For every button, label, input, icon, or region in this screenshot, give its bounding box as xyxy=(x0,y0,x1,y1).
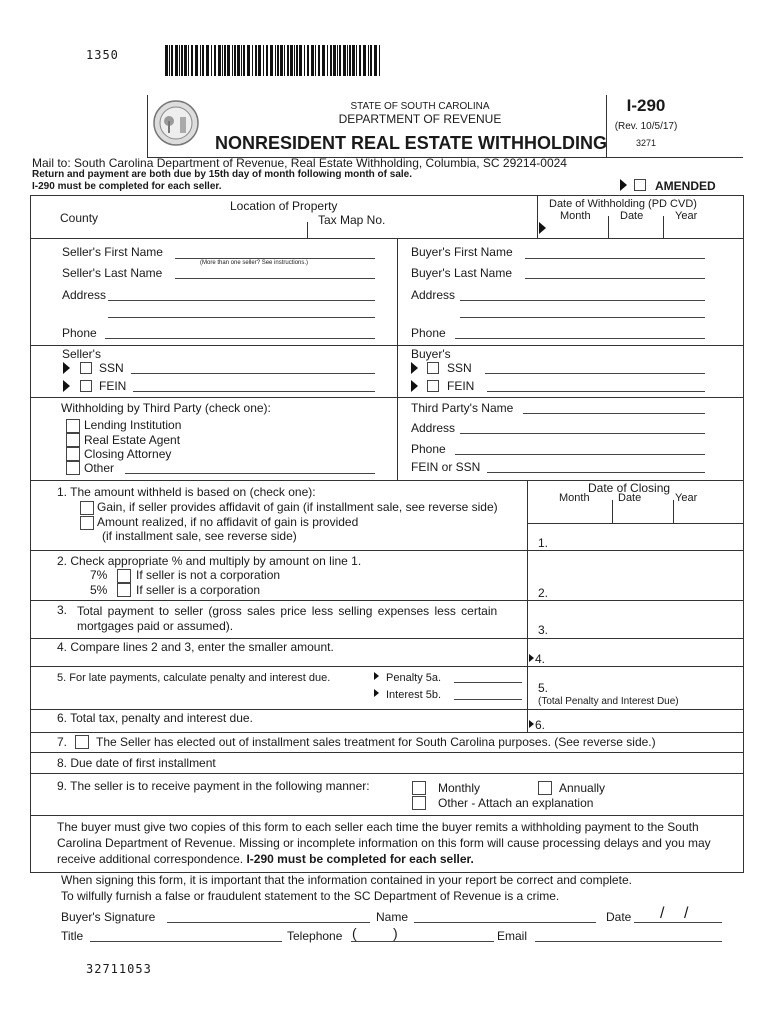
pct-5-checkbox[interactable] xyxy=(117,583,131,597)
tick xyxy=(663,216,664,238)
buyer-fein-checkbox[interactable] xyxy=(427,380,439,392)
closing-attorney-checkbox[interactable] xyxy=(66,447,80,461)
buyer-address-field-2[interactable] xyxy=(460,317,705,318)
line-5-label: 5. For late payments, calculate penalty and interest due. xyxy=(57,672,331,684)
lending-institution-label: Lending Institution xyxy=(84,418,182,432)
buyer-ssn-field[interactable] xyxy=(485,373,705,374)
divider xyxy=(30,666,743,667)
third-party-fein-ssn-label: FEIN or SSN xyxy=(411,460,481,474)
seller-address-field[interactable] xyxy=(108,300,375,301)
telephone-label: Telephone xyxy=(287,929,343,943)
divider xyxy=(30,732,743,733)
seller-ssn-field[interactable] xyxy=(131,373,375,374)
buyer-last-name-field[interactable] xyxy=(525,278,705,279)
pct-7-checkbox[interactable] xyxy=(117,569,131,583)
pct-7-label: 7% xyxy=(90,568,108,582)
tick xyxy=(608,216,609,238)
date-withholding-label: Date of Withholding (PD CVD) xyxy=(549,198,697,210)
line-3-amount[interactable]: 3. xyxy=(538,623,549,637)
department-name: DEPARTMENT OF REVENUE xyxy=(338,112,502,126)
other-payment-label: Other - Attach an explanation xyxy=(438,796,594,810)
signing-notice-1: When signing this form, it is important that the information contained in your report be correct and complete. xyxy=(61,873,632,887)
line-3-number: 3. xyxy=(57,603,68,617)
due-notice: Return and payment are both due by 15th day of month following month of sale. xyxy=(32,169,413,180)
divider xyxy=(30,345,743,346)
third-party-phone-label: Phone xyxy=(411,442,446,456)
line-5-amount[interactable]: 5. xyxy=(538,681,549,695)
line-7-number: 7. xyxy=(57,735,68,749)
line-4-label: 4. Compare lines 2 and 3, enter the smaller amount. xyxy=(57,640,334,654)
date-slash-1: / xyxy=(660,905,665,922)
monthly-checkbox[interactable] xyxy=(412,781,426,795)
signature-date-field[interactable] xyxy=(634,922,722,923)
seller-first-name-field[interactable] xyxy=(175,258,375,259)
line-2-label: 2. Check appropriate % and multiply by amount on line 1. xyxy=(57,554,362,568)
buyer-first-name-field[interactable] xyxy=(525,258,705,259)
arrow-icon xyxy=(529,654,534,662)
mail-to: Mail to: South Carolina Department of Revenue, Real Estate Withholding, Columbia, SC 29214-0024 xyxy=(32,156,567,170)
withholding-date[interactable]: Date xyxy=(620,210,644,222)
tick xyxy=(612,500,613,523)
date-of-closing-label: Date of Closing xyxy=(588,481,671,495)
closing-year[interactable]: Year xyxy=(675,492,698,504)
gain-checkbox[interactable] xyxy=(80,501,94,515)
amended-label: AMENDED xyxy=(655,179,716,193)
divider xyxy=(397,238,398,480)
buyer-first-name-label: Buyer's First Name xyxy=(411,245,513,259)
penalty-field[interactable] xyxy=(454,682,522,683)
installment-note: (if installment sale, see reverse side) xyxy=(102,529,297,543)
area-code-open: ( xyxy=(352,925,357,941)
title-field[interactable] xyxy=(90,941,282,942)
buyer-ssn-label: SSN xyxy=(447,361,472,375)
header-divider-left xyxy=(147,95,148,157)
amount-column-divider xyxy=(527,480,528,732)
state-name: STATE OF SOUTH CAROLINA xyxy=(350,101,490,112)
seller-ssn-label: SSN xyxy=(99,361,124,375)
amount-realized-checkbox[interactable] xyxy=(80,516,94,530)
closing-date[interactable]: Date xyxy=(618,492,642,504)
each-seller-notice: I-290 must be completed for each seller. xyxy=(32,181,222,192)
divider xyxy=(537,195,538,239)
third-party-address-label: Address xyxy=(411,421,456,435)
line-3-label-cont: mortgages paid or assumed). xyxy=(77,619,234,633)
buyer-phone-label: Phone xyxy=(411,326,446,340)
buyer-signature-label: Buyer's Signature xyxy=(61,910,156,924)
line-2-amount[interactable]: 2. xyxy=(538,586,549,600)
gain-label: Gain, if seller provides affidavit of gain (if installment sale, see reverse side) xyxy=(97,500,498,514)
arrow-icon xyxy=(529,720,534,728)
seller-phone-label: Phone xyxy=(62,326,97,340)
line-1-label: 1. The amount withheld is based on (check one): xyxy=(57,485,316,499)
real-estate-agent-label: Real Estate Agent xyxy=(84,433,181,447)
line-8-label: 8. Due date of first installment xyxy=(57,756,216,770)
divider xyxy=(30,638,743,639)
buyer-id-heading: Buyer's xyxy=(411,347,451,361)
tick xyxy=(307,222,308,238)
arrow-icon xyxy=(539,222,546,234)
buyer-address-field[interactable] xyxy=(460,300,705,301)
revision-date: (Rev. 10/5/17) xyxy=(614,121,678,132)
real-estate-agent-checkbox[interactable] xyxy=(66,433,80,447)
closing-attorney-label: Closing Attorney xyxy=(84,447,172,461)
buyer-ssn-checkbox[interactable] xyxy=(427,362,439,374)
annually-label: Annually xyxy=(559,781,606,795)
email-field[interactable] xyxy=(535,941,722,942)
seller-phone-field[interactable] xyxy=(105,338,375,339)
penalty-label: Penalty 5a. xyxy=(386,672,442,684)
arrow-icon xyxy=(63,380,70,392)
seller-last-name-field[interactable] xyxy=(175,278,375,279)
divider xyxy=(30,600,743,601)
location-label: Location of Property xyxy=(230,199,338,213)
buyer-notice xyxy=(57,819,737,867)
amended-checkbox[interactable] xyxy=(634,179,646,191)
buyer-phone-field[interactable] xyxy=(455,338,705,339)
monthly-label: Monthly xyxy=(438,781,481,795)
interest-label: Interest 5b. xyxy=(386,689,442,701)
email-label: Email xyxy=(497,929,528,943)
form-number: I-290 xyxy=(626,96,666,115)
date-label: Date xyxy=(606,910,632,924)
signing-notice-2: To wilfully furnish a false or fraudulent statement to the SC Department of Revenue is a crime. xyxy=(61,889,560,903)
tick xyxy=(673,500,674,523)
date-slash-2: / xyxy=(684,905,689,922)
divider xyxy=(30,815,743,816)
other-field[interactable] xyxy=(125,473,375,474)
third-party-name-field[interactable] xyxy=(523,413,705,414)
divider xyxy=(30,397,743,398)
elect-out-checkbox[interactable] xyxy=(75,735,89,749)
divider xyxy=(30,550,743,551)
seller-first-name-label: Seller's First Name xyxy=(62,245,163,259)
third-party-address-field[interactable] xyxy=(460,433,705,434)
other-payment-checkbox[interactable] xyxy=(412,796,426,810)
interest-field[interactable] xyxy=(454,699,522,700)
third-party-name-label: Third Party's Name xyxy=(411,401,514,415)
arrow-icon xyxy=(411,380,418,392)
divider xyxy=(30,773,743,774)
name-label: Name xyxy=(376,910,409,924)
third-party-phone-field[interactable] xyxy=(455,454,705,455)
corporation-label: If seller is a corporation xyxy=(136,583,261,597)
line-3-label: Total payment to seller (gross sales price less selling expenses less certain xyxy=(77,604,498,618)
seller-last-name-label: Seller's Last Name xyxy=(62,266,163,280)
line-5-note: (Total Penalty and Interest Due) xyxy=(538,696,679,707)
more-than-one-seller-note: (More than one seller? See instructions.) xyxy=(200,260,309,266)
buyer-address-label: Address xyxy=(411,288,456,302)
form-code: 3271 xyxy=(635,138,657,148)
line-6-label: 6. Total tax, penalty and interest due. xyxy=(57,711,253,725)
bottom-form-code: 32711053 xyxy=(86,962,152,976)
line-9-label: 9. The seller is to receive payment in the following manner: xyxy=(57,779,370,793)
buyer-notice-text: The buyer must give two copies of this form to each seller each time the buyer remits a withholding payment to the South Carolina Department of Revenue. Missing or incomplete information on this form will cause processing delays and you may receive additional correspondence. xyxy=(57,820,711,866)
arrow-icon xyxy=(374,672,379,680)
seller-ssn-checkbox[interactable] xyxy=(80,362,92,374)
arrow-icon xyxy=(411,362,418,374)
buyer-notice-bold: I-290 must be completed for each seller. xyxy=(246,852,474,866)
withholding-year[interactable]: Year xyxy=(675,210,698,222)
title-label: Title xyxy=(61,929,84,943)
arrow-icon xyxy=(620,179,627,191)
seller-id-heading: Seller's xyxy=(62,347,101,361)
top-form-code: 1350 xyxy=(86,48,119,62)
annually-checkbox[interactable] xyxy=(538,781,552,795)
buyer-signature-field[interactable] xyxy=(167,922,370,923)
amount-realized-label: Amount realized, if no affidavit of gain is provided xyxy=(97,515,359,529)
divider xyxy=(30,752,743,753)
state-seal-logo xyxy=(152,99,200,147)
line-6-amount[interactable]: 6. xyxy=(535,718,546,732)
arrow-icon xyxy=(374,689,379,697)
not-corporation-label: If seller is not a corporation xyxy=(136,568,281,582)
name-field[interactable] xyxy=(414,922,596,923)
line-7-label: The Seller has elected out of installment sales treatment for South Carolina purposes. (See reverse side.) xyxy=(96,735,656,749)
seller-fein-checkbox[interactable] xyxy=(80,380,92,392)
buyer-fein-label: FEIN xyxy=(447,379,475,393)
line-4-amount[interactable]: 4. xyxy=(535,652,546,666)
withholding-month[interactable]: Month xyxy=(560,210,591,222)
divider xyxy=(30,238,743,239)
area-code-close: ) xyxy=(393,925,398,941)
other-label: Other xyxy=(84,461,115,475)
other-checkbox[interactable] xyxy=(66,461,80,475)
closing-month[interactable]: Month xyxy=(559,492,590,504)
lending-institution-checkbox[interactable] xyxy=(66,419,80,433)
third-party-fein-ssn-field[interactable] xyxy=(487,472,705,473)
buyer-last-name-label: Buyer's Last Name xyxy=(411,266,512,280)
county-label[interactable]: County xyxy=(60,211,99,225)
tax-map-label[interactable]: Tax Map No. xyxy=(318,213,386,227)
seller-address-field-2[interactable] xyxy=(108,317,375,318)
seller-address-label: Address xyxy=(62,288,107,302)
buyer-fein-field[interactable] xyxy=(487,391,705,392)
seller-fein-label: FEIN xyxy=(99,379,127,393)
arrow-icon xyxy=(63,362,70,374)
seller-fein-field[interactable] xyxy=(133,391,375,392)
divider xyxy=(527,523,743,524)
divider xyxy=(30,709,743,710)
form-title: NONRESIDENT REAL ESTATE WITHHOLDING xyxy=(215,133,608,153)
telephone-field[interactable] xyxy=(351,941,494,942)
third-party-heading: Withholding by Third Party (check one): xyxy=(61,401,271,415)
pct-5-label: 5% xyxy=(90,583,108,597)
barcode xyxy=(165,45,383,76)
line-1-amount[interactable]: 1. xyxy=(538,536,549,550)
